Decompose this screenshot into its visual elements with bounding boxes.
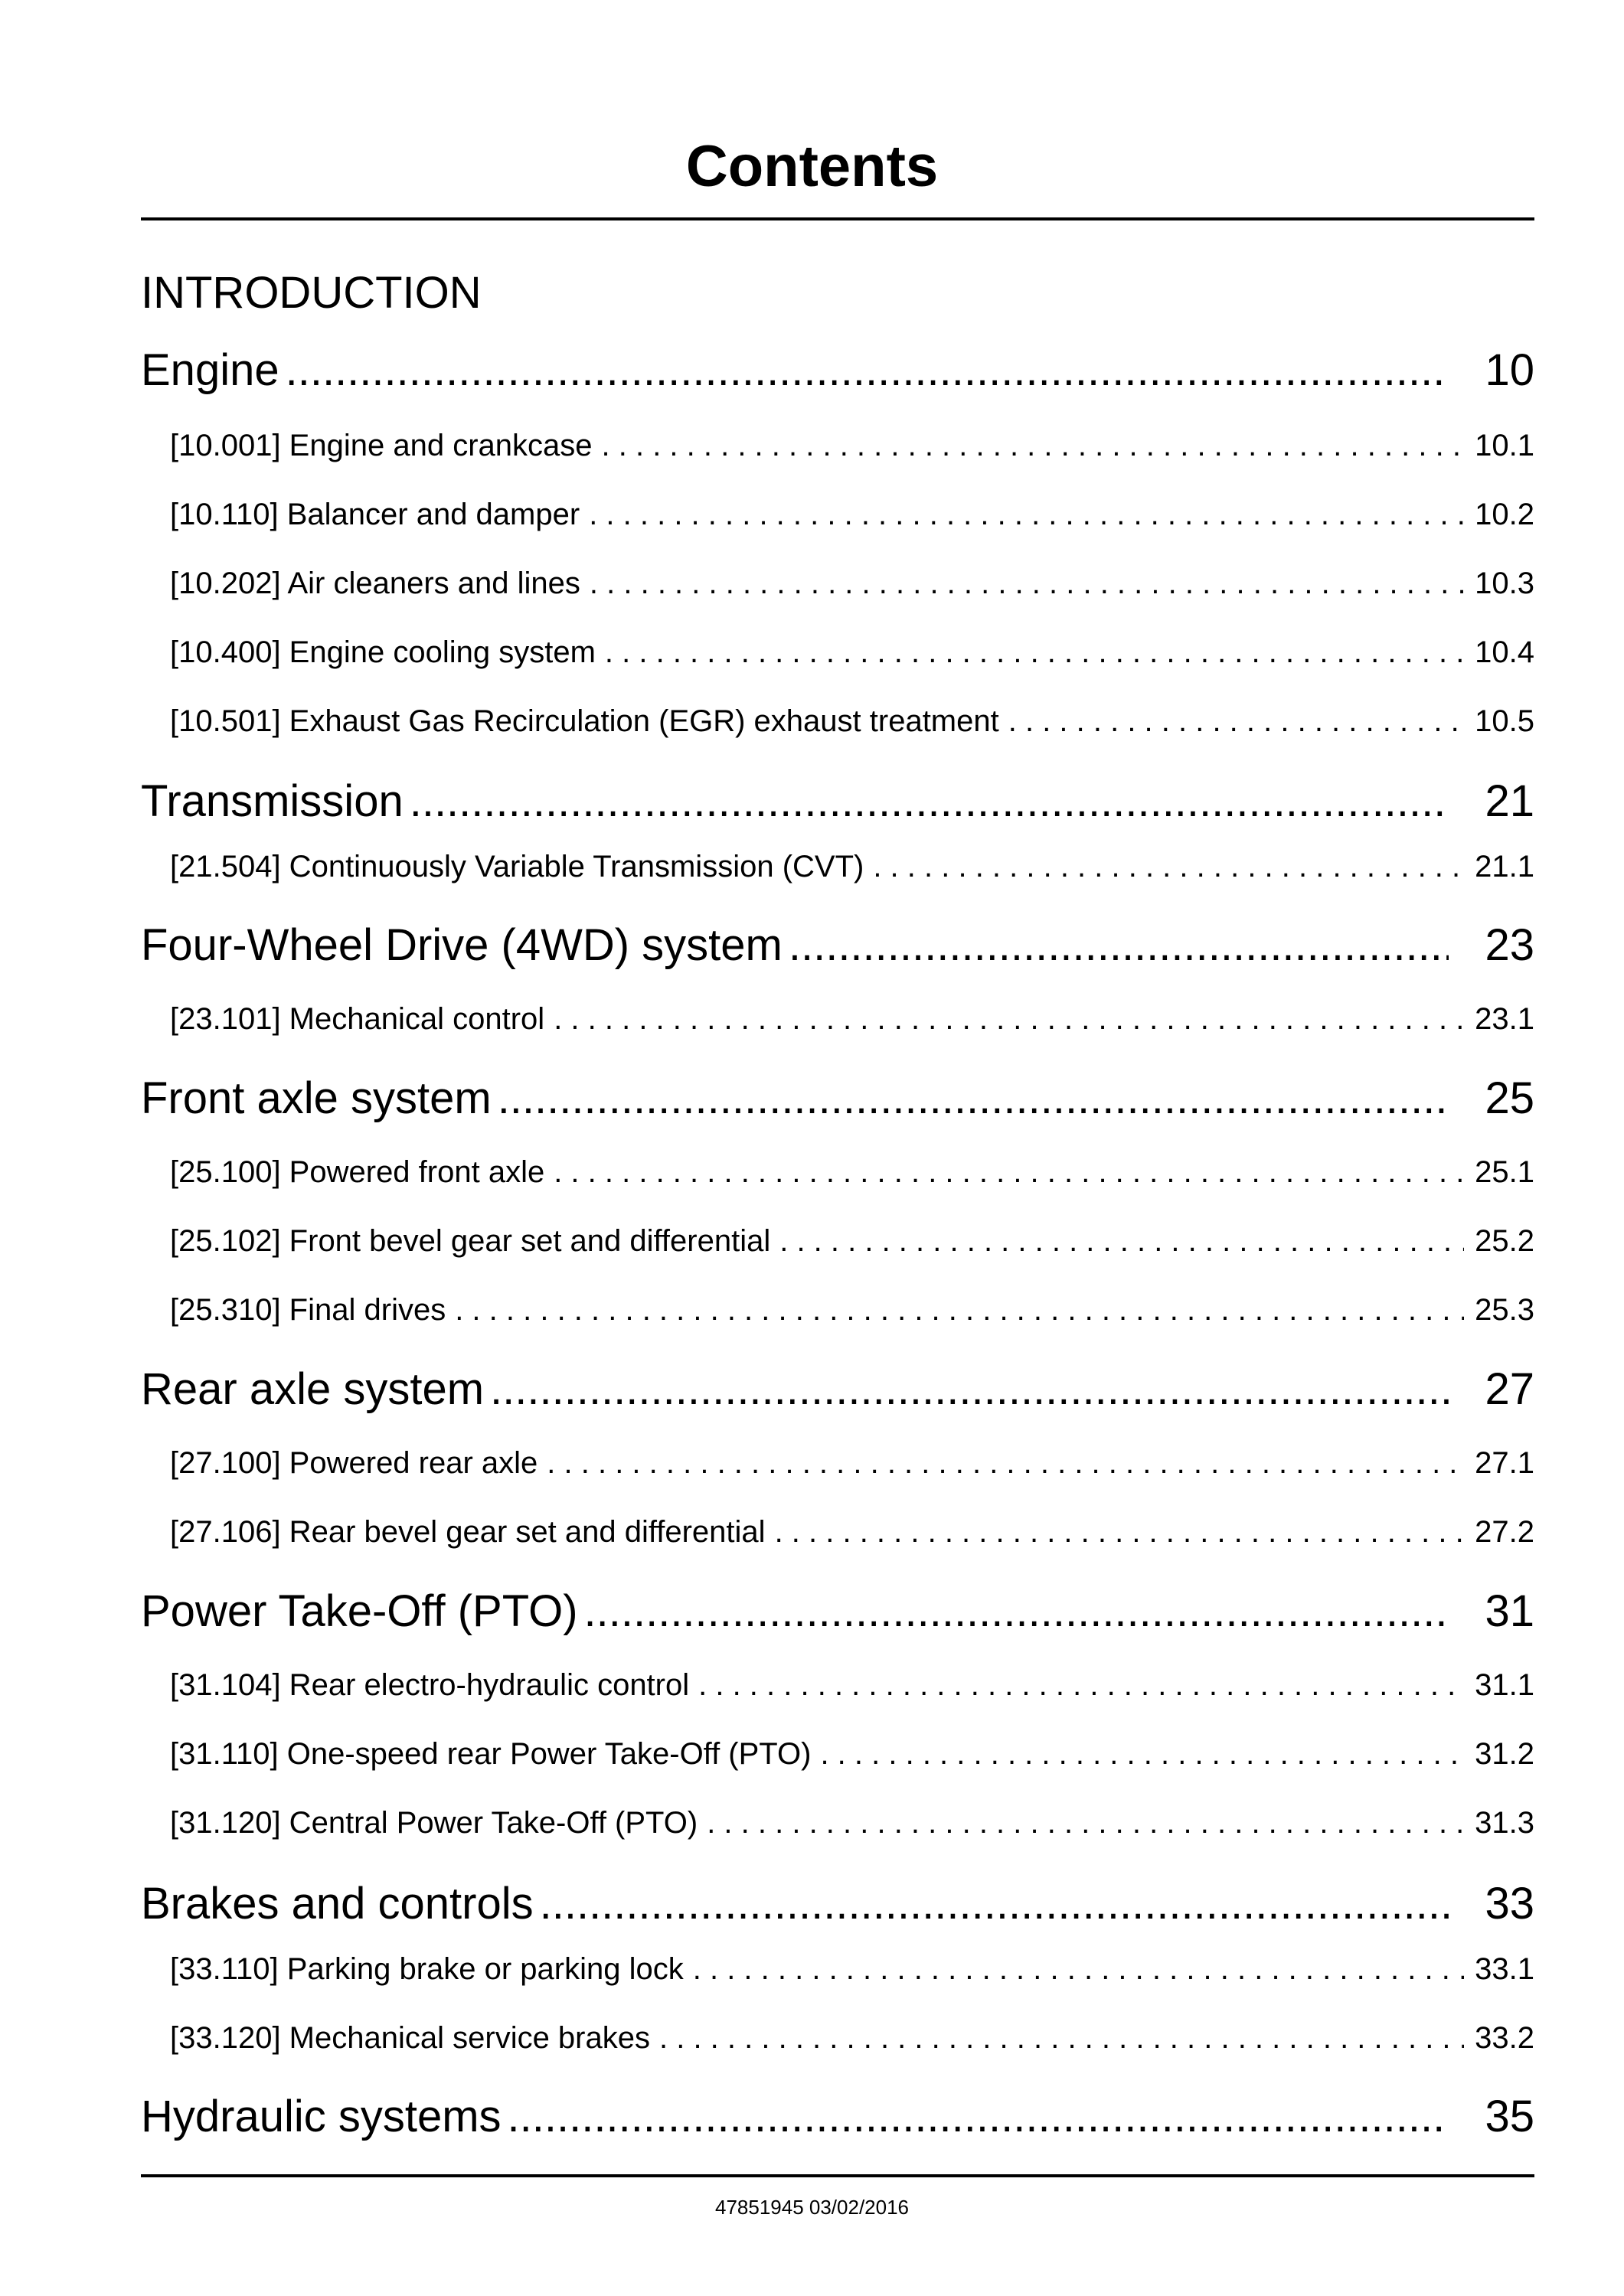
toc-subsection-page: 23.1 bbox=[1475, 1002, 1534, 1036]
toc-subsection-label: [33.110] Parking brake or parking lock bbox=[170, 1952, 684, 1986]
toc-section-label: Hydraulic systems bbox=[141, 2092, 502, 2141]
toc-section-label: Engine bbox=[141, 345, 279, 395]
toc-subsection-label: [27.100] Powered rear axle bbox=[170, 1446, 538, 1480]
toc-subsection-entry[interactable] bbox=[170, 426, 1534, 465]
toc-subsection-page: 31.1 bbox=[1475, 1668, 1534, 1702]
toc-section-entry[interactable] bbox=[141, 2089, 1534, 2145]
dot-leader bbox=[775, 1512, 1464, 1552]
toc-subsection-page: 10.3 bbox=[1475, 567, 1534, 600]
toc-subsection-entry[interactable] bbox=[170, 2018, 1534, 2058]
toc-subsection-label: [33.120] Mechanical service brakes bbox=[170, 2021, 650, 2055]
dot-leader bbox=[779, 1221, 1464, 1261]
dot-leader bbox=[873, 847, 1464, 887]
dot-leader bbox=[490, 1361, 1449, 1418]
toc-subsection-entry[interactable] bbox=[170, 1152, 1534, 1192]
toc-subsection-page: 25.3 bbox=[1475, 1293, 1534, 1327]
toc-section-entry[interactable] bbox=[141, 917, 1534, 974]
toc-subsection-entry[interactable] bbox=[170, 1512, 1534, 1552]
toc-section-page: 33 bbox=[1485, 1879, 1534, 1929]
toc-section-page: 23 bbox=[1485, 920, 1534, 970]
dot-leader bbox=[589, 495, 1464, 534]
dot-leader bbox=[455, 1290, 1464, 1330]
toc-section-entry[interactable] bbox=[141, 1361, 1534, 1418]
toc-subsection-entry[interactable] bbox=[170, 1734, 1534, 1774]
toc-subsection-entry[interactable] bbox=[170, 847, 1534, 887]
table-of-contents bbox=[141, 0, 1534, 2144]
toc-subsection-label: [10.400] Engine cooling system bbox=[170, 635, 596, 669]
dot-leader bbox=[590, 563, 1464, 603]
toc-subsection-label: [25.100] Powered front axle bbox=[170, 1155, 545, 1189]
toc-section-label: Power Take-Off (PTO) bbox=[141, 1586, 578, 1636]
dot-leader bbox=[659, 2018, 1464, 2058]
toc-section-entry[interactable] bbox=[141, 1070, 1534, 1127]
toc-subsection-page: 21.1 bbox=[1475, 850, 1534, 883]
toc-section-entry[interactable] bbox=[141, 773, 1534, 830]
toc-subsection-entry[interactable] bbox=[170, 632, 1534, 672]
intro-heading: INTRODUCTION bbox=[141, 268, 482, 318]
toc-subsection-entry[interactable] bbox=[170, 1803, 1534, 1843]
toc-section-label: Front axle system bbox=[141, 1073, 492, 1123]
page-title: Contents bbox=[685, 134, 939, 199]
dot-leader bbox=[584, 1583, 1449, 1640]
dot-leader bbox=[554, 1152, 1464, 1192]
toc-section-entry[interactable] bbox=[141, 1583, 1534, 1640]
dot-leader bbox=[547, 1443, 1464, 1483]
toc-section-page: 27 bbox=[1485, 1364, 1534, 1414]
toc-subsection-label: [25.102] Front bevel gear set and differential bbox=[170, 1224, 771, 1258]
toc-section-label: Rear axle system bbox=[141, 1364, 485, 1414]
toc-subsection-label: [10.001] Engine and crankcase bbox=[170, 429, 593, 462]
toc-subsection-label: [10.202] Air cleaners and lines bbox=[170, 567, 580, 600]
toc-subsection-page: 33.1 bbox=[1475, 1952, 1534, 1986]
dot-leader bbox=[286, 342, 1449, 399]
toc-subsection-label: [10.501] Exhaust Gas Recirculation (EGR) exhaust treatment bbox=[170, 704, 999, 738]
toc-subsection-entry[interactable] bbox=[170, 701, 1534, 741]
footer-document-id: 47851945 03/02/2016 bbox=[714, 2196, 910, 2219]
toc-section-page: 31 bbox=[1485, 1586, 1534, 1636]
dot-leader bbox=[693, 1949, 1464, 1989]
toc-subsection-label: [10.110] Balancer and damper bbox=[170, 498, 580, 531]
toc-subsection-page: 31.2 bbox=[1475, 1737, 1534, 1771]
toc-section-page: 25 bbox=[1485, 1073, 1534, 1123]
toc-subsection-entry[interactable] bbox=[170, 1949, 1534, 1989]
toc-section-entry[interactable] bbox=[141, 1876, 1534, 1932]
toc-subsection-label: [25.310] Final drives bbox=[170, 1293, 446, 1327]
dot-leader bbox=[820, 1734, 1464, 1774]
toc-subsection-page: 33.2 bbox=[1475, 2021, 1534, 2055]
dot-leader bbox=[410, 773, 1449, 830]
toc-subsection-entry[interactable] bbox=[170, 1443, 1534, 1483]
toc-subsection-entry[interactable] bbox=[170, 1665, 1534, 1705]
dot-leader bbox=[602, 426, 1464, 465]
toc-subsection-label: [23.101] Mechanical control bbox=[170, 1002, 545, 1036]
toc-subsection-page: 10.4 bbox=[1475, 635, 1534, 669]
toc-subsection-entry[interactable] bbox=[170, 1221, 1534, 1261]
dot-leader bbox=[698, 1665, 1464, 1705]
toc-section-label: Transmission bbox=[141, 776, 404, 826]
dot-leader bbox=[508, 2089, 1449, 2145]
dot-leader bbox=[605, 632, 1464, 672]
dot-leader bbox=[540, 1876, 1449, 1932]
toc-subsection-page: 27.1 bbox=[1475, 1446, 1534, 1480]
toc-subsection-page: 31.3 bbox=[1475, 1806, 1534, 1840]
toc-subsection-entry[interactable] bbox=[170, 999, 1534, 1039]
toc-subsection-entry[interactable] bbox=[170, 495, 1534, 534]
dot-leader bbox=[498, 1070, 1449, 1127]
toc-section-label: Four-Wheel Drive (4WD) system bbox=[141, 920, 783, 970]
toc-subsection-page: 27.2 bbox=[1475, 1515, 1534, 1549]
toc-section-page: 10 bbox=[1485, 345, 1534, 395]
toc-subsection-page: 10.1 bbox=[1475, 429, 1534, 462]
toc-subsection-page: 10.2 bbox=[1475, 498, 1534, 531]
toc-section-entry[interactable] bbox=[141, 342, 1534, 399]
toc-section-page: 21 bbox=[1485, 776, 1534, 826]
toc-subsection-page: 25.2 bbox=[1475, 1224, 1534, 1258]
bottom-divider bbox=[141, 2174, 1534, 2177]
dot-leader bbox=[1008, 701, 1464, 741]
toc-subsection-label: [21.504] Continuously Variable Transmission (CVT) bbox=[170, 850, 864, 883]
toc-subsection-entry[interactable] bbox=[170, 1290, 1534, 1330]
toc-subsection-label: [27.106] Rear bevel gear set and differential bbox=[170, 1515, 766, 1549]
toc-section-label: Brakes and controls bbox=[141, 1879, 534, 1929]
toc-subsection-page: 25.1 bbox=[1475, 1155, 1534, 1189]
toc-subsection-label: [31.120] Central Power Take-Off (PTO) bbox=[170, 1806, 698, 1840]
toc-section-page: 35 bbox=[1485, 2092, 1534, 2141]
dot-leader bbox=[554, 999, 1464, 1039]
dot-leader bbox=[707, 1803, 1464, 1843]
toc-subsection-entry[interactable] bbox=[170, 563, 1534, 603]
toc-subsection-label: [31.104] Rear electro-hydraulic control bbox=[170, 1668, 690, 1702]
toc-subsection-page: 10.5 bbox=[1475, 704, 1534, 738]
dot-leader bbox=[789, 917, 1449, 974]
toc-subsection-label: [31.110] One-speed rear Power Take-Off (PTO) bbox=[170, 1737, 812, 1771]
